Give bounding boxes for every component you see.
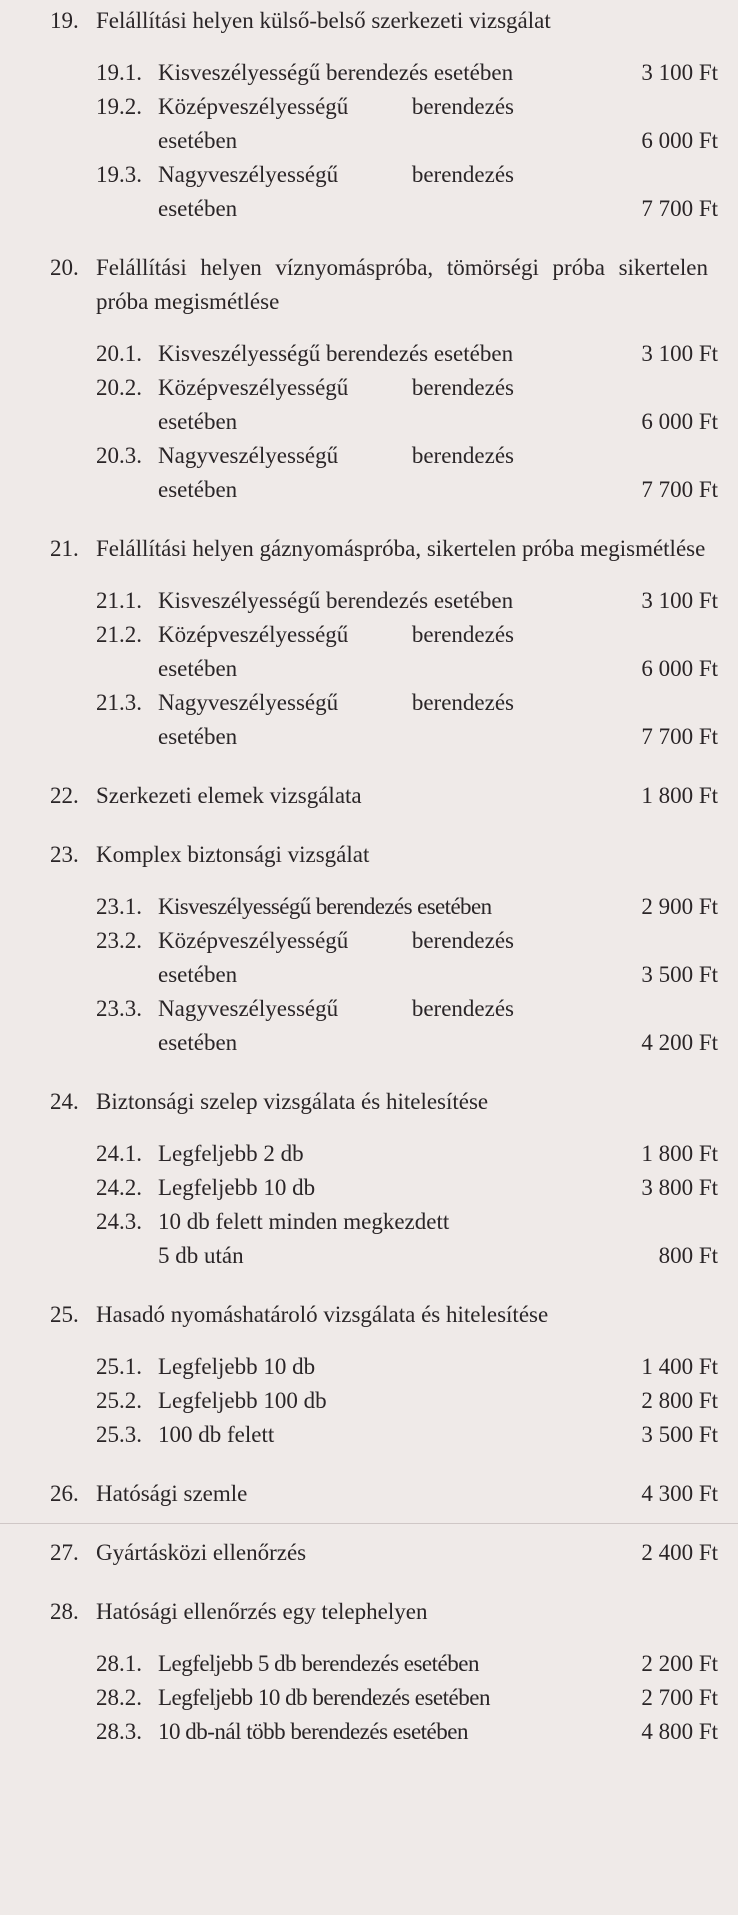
item-number: 23.1. [96,894,142,919]
list-item [96,1418,718,1452]
section-number: 28. [50,1599,79,1624]
section-24 [0,1085,718,1273]
item-text: Legfeljebb 5 db berendezés esetében [158,1651,479,1676]
section-number: 22. [50,783,79,808]
list-item [96,337,718,371]
section-heading [0,779,718,813]
list-item [96,1137,718,1171]
item-price: 2 900 Ft [641,894,718,919]
item-price: 2 800 Ft [641,1388,718,1413]
item-number: 23.3. [96,996,142,1021]
item-text: Kisveszélyességű berendezés esetében [158,341,514,366]
item-price: 3 100 Ft [641,341,718,366]
section-title: Felállítási helyen gáznyomáspróba, sikertelen próba megismétlése [96,536,706,561]
section-title: Felállítási helyen víznyomáspróba, tömörségi próba sikertelen próba megismétlése [96,255,708,314]
item-number: 25.1. [96,1354,142,1379]
section-price: 2 400 Ft [641,1540,718,1565]
section-28 [0,1595,718,1749]
item-text: Legfeljebb 10 db berendezés esetében [158,1685,490,1710]
list-item [96,439,718,507]
item-text: Középveszélyességű berendezés esetében [158,94,514,153]
list-item [96,1384,718,1418]
item-price: 3 100 Ft [641,60,718,85]
list-item [96,890,718,924]
item-text: Kisveszélyességű berendezés esetében [158,894,492,919]
section-heading [0,251,718,319]
item-price: 3 800 Ft [641,1175,718,1200]
item-text: Középveszélyességű berendezés esetében [158,375,514,434]
item-price: 4 800 Ft [641,1719,718,1744]
item-text: Nagyveszélyességű berendezés esetében [158,690,514,749]
item-number: 28.2. [96,1685,142,1710]
section-heading [0,838,718,872]
item-text: Legfeljebb 10 db [158,1354,316,1379]
item-number: 20.2. [96,375,142,400]
item-number: 23.2. [96,928,142,953]
item-text: 10 db felett minden megkezdett 5 db után [158,1209,450,1268]
section-title: Biztonsági szelep vizsgálata és hitelesítése [96,1089,489,1114]
list-item [96,1681,718,1715]
section-number: 23. [50,842,79,867]
item-text: Legfeljebb 2 db [158,1141,304,1166]
section-title: Hatósági szemle [96,1481,248,1506]
item-number: 21.3. [96,690,142,715]
item-number: 19.3. [96,162,142,187]
section-heading [0,1477,718,1511]
item-text: Nagyveszélyességű berendezés esetében [158,443,514,502]
list-item [96,584,718,618]
section-number: 19. [50,8,79,33]
list-item [96,1647,718,1681]
section-20 [0,251,718,507]
item-number: 24.1. [96,1141,142,1166]
item-number: 21.2. [96,622,142,647]
list-item [96,158,718,226]
item-number: 19.2. [96,94,142,119]
item-text: Nagyveszélyességű berendezés esetében [158,996,514,1055]
section-27 [0,1536,718,1570]
list-item [96,992,718,1060]
item-number: 28.3. [96,1719,142,1744]
item-number: 28.1. [96,1651,142,1676]
item-price: 2 700 Ft [641,1685,718,1710]
item-price: 3 500 Ft [641,1422,718,1447]
item-price: 6 000 Ft [641,409,718,434]
item-price: 1 800 Ft [641,1141,718,1166]
list-item [96,56,718,90]
section-heading [0,4,718,38]
section-number: 27. [50,1540,79,1565]
section-25 [0,1298,718,1452]
section-number: 26. [50,1481,79,1506]
list-item [96,1205,718,1273]
section-heading [0,532,718,566]
section-26 [0,1477,718,1511]
item-price: 1 400 Ft [641,1354,718,1379]
item-text: Kisveszélyességű berendezés esetében [158,60,514,85]
item-text: Legfeljebb 100 db [158,1388,327,1413]
list-item [96,924,718,992]
section-title: Gyártásközi ellenőrzés [96,1540,307,1565]
section-title: Hasadó nyomáshatároló vizsgálata és hitelesítése [96,1302,549,1327]
item-price: 3 500 Ft [641,962,718,987]
item-price: 3 100 Ft [641,588,718,613]
item-price: 4 200 Ft [641,1030,718,1055]
section-title: Felállítási helyen külső-belső szerkezeti vizsgálat [96,8,551,33]
item-number: 19.1. [96,60,142,85]
section-22 [0,779,718,813]
item-text: Középveszélyességű berendezés esetében [158,928,514,987]
section-heading [0,1536,718,1570]
section-heading [0,1298,718,1332]
section-title: Komplex biztonsági vizsgálat [96,842,370,867]
section-number: 21. [50,536,79,561]
item-price: 2 200 Ft [641,1651,718,1676]
item-number: 21.1. [96,588,142,613]
item-number: 20.3. [96,443,142,468]
item-text: Kisveszélyességű berendezés esetében [158,588,514,613]
section-21 [0,532,718,754]
list-item [96,1350,718,1384]
item-price: 6 000 Ft [641,656,718,681]
section-number: 20. [50,255,79,280]
list-item [96,1171,718,1205]
item-price: 7 700 Ft [641,724,718,749]
item-price: 6 000 Ft [641,128,718,153]
item-number: 25.2. [96,1388,142,1413]
item-price: 800 Ft [658,1243,718,1268]
item-number: 24.2. [96,1175,142,1200]
section-heading [0,1085,718,1119]
list-item [96,686,718,754]
section-19 [0,0,718,226]
section-price: 4 300 Ft [641,1481,718,1506]
page-divider [0,1523,738,1524]
section-23 [0,838,718,1060]
item-price: 7 700 Ft [641,196,718,221]
item-text: 10 db-nál több berendezés esetében [158,1719,468,1744]
item-number: 20.1. [96,341,142,366]
item-text: Legfeljebb 10 db [158,1175,316,1200]
section-title: Hatósági ellenőrzés egy telephelyen [96,1599,428,1624]
list-item [96,618,718,686]
section-number: 25. [50,1302,79,1327]
list-item [96,90,718,158]
item-price: 7 700 Ft [641,477,718,502]
item-text: 100 db felett [158,1422,275,1447]
section-number: 24. [50,1089,79,1114]
item-text: Nagyveszélyességű berendezés esetében [158,162,514,221]
section-title: Szerkezeti elemek vizsgálata [96,783,362,808]
item-number: 25.3. [96,1422,142,1447]
section-price: 1 800 Ft [641,783,718,808]
item-number: 24.3. [96,1209,142,1234]
list-item [96,371,718,439]
section-heading [0,1595,718,1629]
item-text: Középveszélyességű berendezés esetében [158,622,514,681]
list-item [96,1715,718,1749]
